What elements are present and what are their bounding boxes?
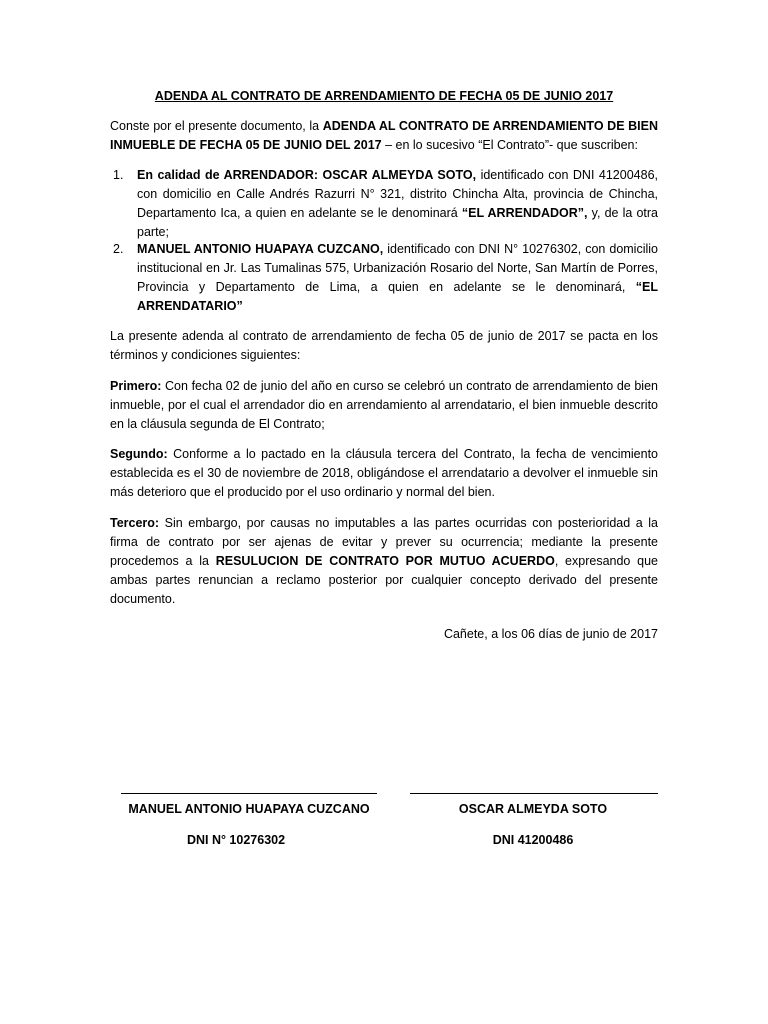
list-number: 2. [113, 242, 124, 256]
signature-name: OSCAR ALMEYDA SOTO [458, 802, 608, 816]
clause-label: Segundo: [110, 447, 168, 461]
closing-date: Cañete, a los 06 días de junio de 2017 [443, 627, 658, 641]
party-bold-alias: “EL ARRENDADOR”, [461, 206, 588, 220]
party-arrendador [137, 166, 658, 242]
clause-text-end: , expresando que ambas partes renuncian a reclamo posterior por cualquier concepto derivado del presente documento. [110, 554, 658, 606]
party-details-end: y, de la otra parte; [137, 206, 659, 239]
intro-text: Conste por el presente documento, la [110, 119, 323, 133]
party-bold-name: MANUEL ANTONIO HUAPAYA CUZCANO, [137, 242, 384, 256]
signature-dni: DNI 41200486 [492, 833, 574, 847]
party-details: identificado con DNI N° 10276302, con domicilio institucional en Jr. Las Tumalinas 575, Urbanización Rosario del Norte, San Martín de Porres, Provincia y Departamento de Lima, a quien en adelante se le denominará, [137, 242, 658, 294]
clause-label: Primero: [110, 379, 162, 393]
clause-text: Conforme a lo pactado en la cláusula tercera del Contrato, la fecha de vencimiento establecida es el 30 de noviembre de 2018, obligándose el arrendatario a devolver el inmueble sin más deterioro que el producido por el uso ordinario y normal del bien. [110, 447, 658, 499]
clause-bold-text: RESULUCION DE CONTRATO POR MUTUO ACUERDO [215, 554, 555, 568]
party-details: identificado con DNI 41200486, con domicilio en Calle Andrés Razurri N° 321, distrito Chincha Alta, provincia de Chincha, Departamento Ica, a quien en adelante se le denominará [137, 168, 658, 220]
clause-text: Con fecha 02 de junio del año en curso se celebró un contrato de arrendamiento de bien inmueble, por el cual el arrendador dio en arrendamiento al arrendatario, el bien inmueble descrito en la cláusula segunda de El Contrato; [110, 379, 658, 431]
signature-line [121, 793, 377, 794]
signature-line [410, 793, 658, 794]
clause-tercero [110, 514, 658, 609]
list-number: 1. [113, 168, 124, 182]
intro-paragraph [110, 117, 658, 155]
clause-segundo [110, 445, 658, 502]
clause-text: Sin embargo, por causas no imputables a las partes ocurridas con posterioridad a la firma de contrato por ser ajenas de evitar y prever su ocurrencia; mediante la presente procedemos a la [110, 516, 658, 568]
clause-primero [110, 377, 658, 434]
preamble-paragraph: La presente adenda al contrato de arrendamiento de fecha 05 de junio de 2017 se pacta en los términos y condiciones siguientes: [110, 329, 658, 362]
clause-label: Tercero: [110, 516, 160, 530]
party-arrendatario [137, 240, 658, 316]
document-title: ADENDA AL CONTRATO DE ARRENDAMIENTO DE FECHA 05 DE JUNIO 2017 [154, 89, 614, 103]
party-bold-name: En calidad de ARRENDADOR: OSCAR ALMEYDA SOTO, [137, 168, 477, 182]
intro-bold-text: ADENDA AL CONTRATO DE ARRENDAMIENTO DE BIEN INMUEBLE DE FECHA 05 DE JUNIO DEL 2017 [110, 119, 658, 152]
signature-name: MANUEL ANTONIO HUAPAYA CUZCANO [128, 802, 370, 816]
intro-text-end: – en lo sucesivo “El Contrato”- que suscriben: [381, 138, 638, 152]
party-bold-alias: “EL ARRENDATARIO” [137, 280, 658, 313]
signature-dni: DNI N° 10276302 [186, 833, 286, 847]
